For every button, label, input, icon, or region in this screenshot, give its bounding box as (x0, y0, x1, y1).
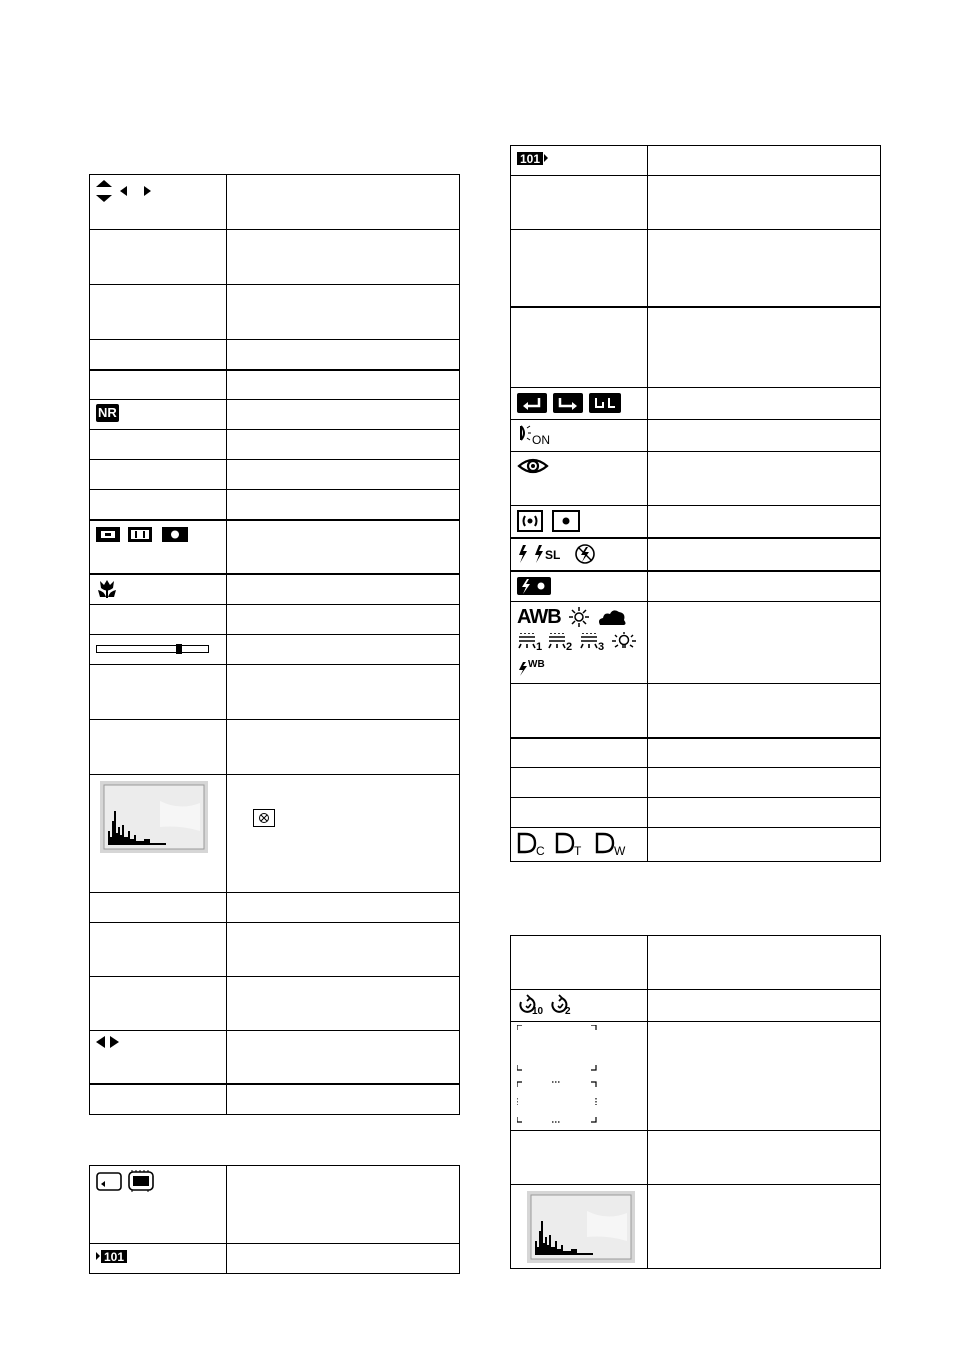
svg-text:1: 1 (536, 641, 543, 651)
exposure-bar-icon (96, 644, 210, 654)
table-row (90, 892, 460, 922)
incandescent-icon (611, 632, 637, 652)
svg-text:W: W (614, 844, 626, 856)
table-row (511, 828, 881, 862)
table-row (511, 146, 881, 176)
macro-tulip-icon (96, 579, 118, 599)
table-row (511, 798, 881, 828)
table-row (511, 602, 881, 684)
fluorescent-3-icon (579, 633, 607, 651)
svg-text:2: 2 (566, 641, 573, 651)
table-row (90, 604, 460, 634)
table-row (90, 1166, 460, 1244)
left-lower-table (89, 1165, 460, 1274)
histogram-icon (527, 1191, 635, 1268)
table-row (90, 1084, 460, 1114)
table-row (90, 175, 460, 230)
svg-text:101: 101 (519, 152, 541, 166)
table-row (90, 1244, 460, 1274)
table-row (90, 285, 460, 340)
table-row (90, 520, 460, 574)
table-row (90, 340, 460, 370)
flash-wb-icon (517, 656, 547, 676)
table-row (90, 460, 460, 490)
af-illuminator-on-icon (517, 424, 557, 446)
af-frame-indicator-icon (517, 1025, 601, 1125)
table-row (511, 571, 881, 602)
red-eye-icon (517, 456, 549, 476)
af-range-finder-frames-icon (96, 525, 188, 545)
table-row (511, 738, 881, 768)
svg-text:T: T (574, 844, 582, 856)
svg-text:C: C (536, 844, 545, 856)
svg-text:2: 2 (565, 1006, 571, 1016)
table-row (511, 768, 881, 798)
cloudy-icon (597, 608, 627, 626)
left-right-arrows-icon (96, 1035, 128, 1049)
table-row (90, 574, 460, 605)
memory-card-internal-memory-icon (96, 1170, 158, 1192)
table-row (511, 307, 881, 388)
svg-text:SL: SL (545, 548, 561, 562)
table-row (511, 420, 881, 452)
right-lower-table (510, 935, 881, 1269)
svg-text:3: 3 (598, 641, 605, 651)
close-box-icon (253, 809, 275, 832)
svg-text:101: 101 (103, 1250, 125, 1264)
up-down-left-right-arrows-icon (96, 179, 156, 205)
table-row (511, 936, 881, 990)
table-row (511, 1131, 881, 1185)
daylight-icon (569, 607, 589, 627)
table-row (511, 452, 881, 506)
table-row (511, 176, 881, 230)
table-row (511, 388, 881, 420)
table-row (90, 370, 460, 400)
table-row (90, 719, 460, 774)
table-row (511, 1022, 881, 1131)
svg-text:10: 10 (532, 1006, 544, 1016)
fluorescent-2-icon (547, 633, 575, 651)
table-row (90, 490, 460, 520)
flash-mode-icon (517, 543, 597, 565)
bracket-modes-icon (517, 392, 621, 414)
table-row (90, 430, 460, 460)
svg-text:WB: WB (528, 659, 545, 670)
table-row (90, 400, 460, 430)
self-timer-icon (517, 994, 583, 1016)
table-row (90, 922, 460, 976)
histogram-icon (100, 781, 208, 858)
right-upper-table (510, 145, 881, 862)
table-row (90, 664, 460, 719)
table-row (90, 774, 460, 892)
svg-text:ON: ON (532, 433, 550, 446)
dro-mode-icon (517, 832, 633, 856)
flash-charging-icon (517, 576, 551, 596)
table-row (90, 230, 460, 285)
table-row (511, 538, 881, 571)
fluorescent-1-icon (517, 633, 543, 651)
playback-folder-101-icon (96, 1248, 128, 1264)
left-upper-table (89, 174, 460, 1115)
table-row (90, 976, 460, 1030)
table-row (90, 1030, 460, 1084)
table-row (511, 506, 881, 539)
metering-mode-icon (517, 510, 581, 532)
recording-folder-101-icon (517, 150, 549, 166)
table-row (511, 230, 881, 307)
noise-reduction-icon: NR (98, 405, 117, 420)
table-row (511, 990, 881, 1022)
table-row (511, 1185, 881, 1269)
table-row (511, 684, 881, 738)
white-balance-icon: AWB 1 2 3 WB (517, 604, 647, 678)
table-row (90, 634, 460, 664)
